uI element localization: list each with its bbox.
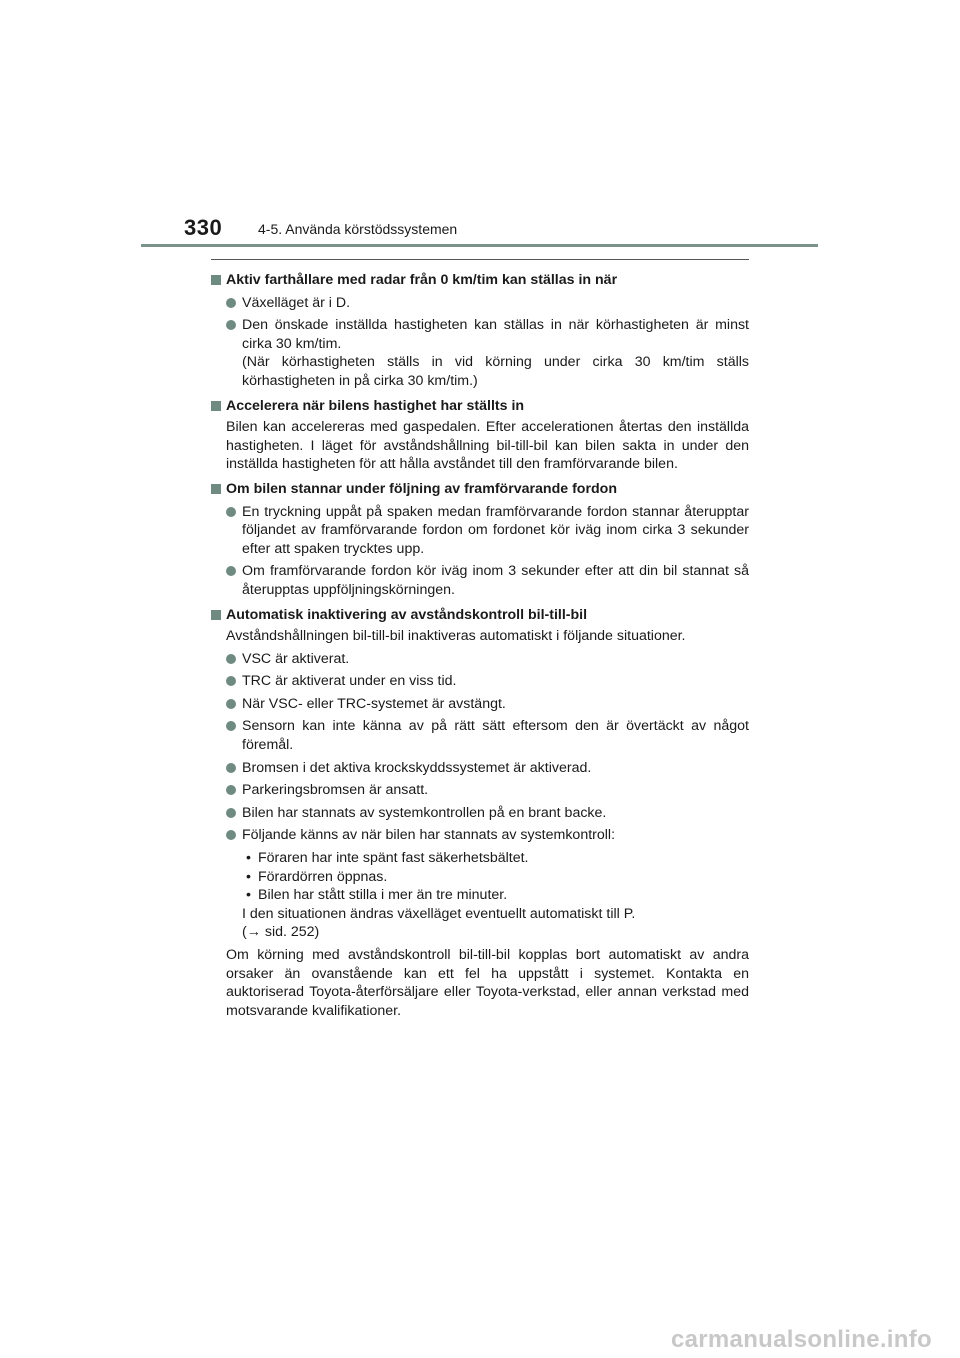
circle-bullet-icon	[226, 721, 236, 731]
list-item-text: VSC är aktiverat.	[242, 650, 350, 667]
sub-list-item-text: Förardörren öppnas.	[258, 868, 388, 885]
circle-bullet-icon	[226, 320, 236, 330]
list-item	[211, 316, 749, 390]
dot-marker-icon: •	[246, 850, 251, 867]
page-number: 330	[184, 215, 223, 240]
section-heading-text: Accelerera när bilens hastighet har ställts in	[226, 397, 525, 414]
section-heading	[211, 397, 749, 416]
page-content	[211, 265, 749, 1020]
circle-bullet-icon	[226, 763, 236, 773]
square-bullet-icon	[211, 484, 221, 494]
circle-bullet-icon	[226, 566, 236, 576]
section-heading	[211, 480, 749, 499]
list-item-text: Sensorn kan inte känna av på rätt sätt eftersom den är övertäckt av något föremål.	[242, 718, 749, 754]
square-bullet-icon	[211, 401, 221, 411]
list-item-text: En tryckning uppåt på spaken medan framförvarande fordon stannar återupptar följandet av framförvarande fordon om fordonet kör iväg inom cirka 3 sekunder efter att spaken trycktes upp.	[242, 503, 749, 557]
list-item	[211, 826, 749, 845]
list-item-text: Parkeringsbromsen är ansatt.	[242, 782, 429, 799]
list-item-text: Bilen har stannats av systemkontrollen på en brant backe.	[242, 804, 607, 821]
sub-list-item	[242, 849, 749, 868]
section-paragraph: Bilen kan accelereras med gaspedalen. Efter accelerationen återtas den inställda hastigheten. I läget för avståndshållning bil-till-bil kan bilen sakta in under den inställda hastigheten för att hålla avståndet till den framförvarande bilen.	[226, 419, 749, 473]
list-item	[211, 672, 749, 691]
section-heading-text: Aktiv farthållare med radar från 0 km/tim kan ställas in när	[226, 272, 618, 288]
page-reference-link[interactable]: (→ sid. 252)	[242, 924, 320, 941]
content-top-rule	[211, 259, 749, 260]
sub-list-item	[242, 886, 749, 905]
circle-bullet-icon	[226, 785, 236, 795]
list-item-text: När VSC- eller TRC-systemet är avstängt.	[242, 695, 506, 712]
watermark: carmanualsonline.info	[670, 1326, 932, 1353]
section-heading	[211, 271, 749, 290]
circle-bullet-icon	[226, 676, 236, 686]
circle-bullet-icon	[226, 654, 236, 664]
square-bullet-icon	[211, 610, 221, 620]
section-title: 4-5. Använda körstödssystemen	[258, 221, 458, 237]
list-item	[211, 759, 749, 778]
circle-bullet-icon	[226, 298, 236, 308]
section-paragraph: Avståndshållningen bil-till-bil inaktiveras automatiskt i följande situationer.	[226, 628, 686, 645]
list-item-text: Den önskade inställda hastigheten kan ställas in när körhastigheten är minst cirka 30 km/tim.	[242, 317, 749, 352]
section-heading-text: Om bilen stannar under följning av framförvarande fordon	[226, 480, 617, 497]
list-item-text: Följande känns av när bilen har stannats av systemkontroll:	[242, 827, 616, 844]
sub-list-item-text: Bilen har stått stilla i mer än tre minuter.	[258, 887, 508, 904]
list-item-text: Växelläget är i D.	[242, 294, 351, 311]
list-item	[211, 804, 749, 823]
list-item	[211, 781, 749, 800]
list-item	[211, 650, 749, 669]
circle-bullet-icon	[226, 808, 236, 818]
list-item-text: TRC är aktiverat under en viss tid.	[242, 673, 457, 690]
list-item	[211, 695, 749, 714]
list-item	[211, 503, 749, 559]
list-item-note: (När körhastigheten ställs in vid körning under cirka 30 km/tim ställs körhastigheten in på cirka 30 km/tim.)	[242, 354, 749, 389]
dot-marker-icon: •	[246, 887, 251, 904]
list-item	[211, 717, 749, 754]
sub-list-item-text: Föraren har inte spänt fast säkerhetsbältet.	[258, 850, 529, 867]
dot-marker-icon: •	[246, 868, 251, 885]
list-item-text: Bromsen i det aktiva krockskyddssystemet är aktiverad.	[242, 759, 592, 776]
list-item-text: Om framförvarande fordon kör iväg inom 3 sekunder efter att din bil stannat så återupptas uppföljningskörningen.	[242, 563, 749, 598]
section-heading-text: Automatisk inaktivering av avståndskontroll bil-till-bil	[226, 606, 588, 623]
sub-list-note: I den situationen ändras växelläget eventuellt automatiskt till P.	[242, 905, 636, 922]
closing-paragraph: Om körning med avståndskontroll bil-till-bil kopplas bort automatiskt av andra orsaker än ovanstående kan ett fel ha uppstått i systemet. Kontakta en auktoriserad Toyota-återförsäljare eller Toyota-verkstad, eller annan verkstad med motsvarande kvalifikationer.	[226, 947, 749, 1019]
list-item	[211, 294, 749, 313]
circle-bullet-icon	[226, 699, 236, 709]
header-rule	[141, 244, 818, 247]
circle-bullet-icon	[226, 507, 236, 517]
section-heading	[211, 606, 749, 625]
list-item	[211, 562, 749, 599]
sub-list-item	[242, 868, 749, 887]
sub-list	[211, 849, 749, 942]
circle-bullet-icon	[226, 830, 236, 840]
square-bullet-icon	[211, 275, 221, 285]
